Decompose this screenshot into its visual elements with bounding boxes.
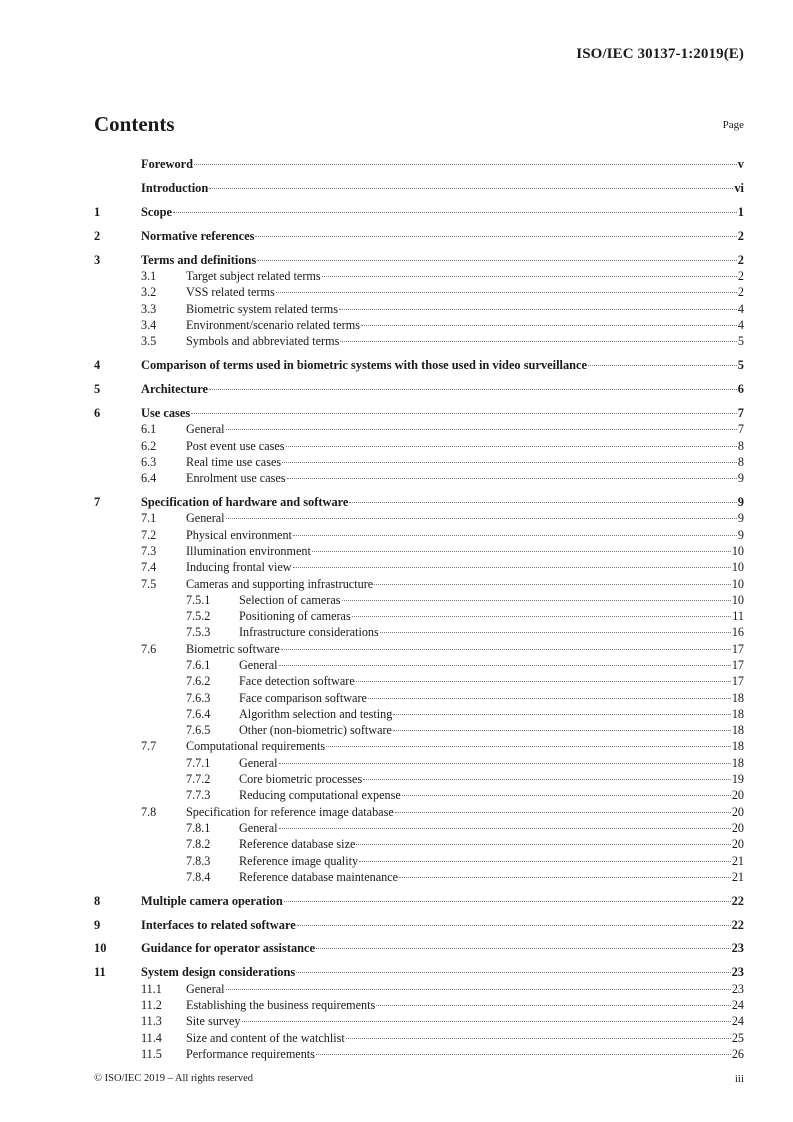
toc-entry-label: Algorithm selection and testing <box>239 706 393 721</box>
toc-entry-number: 4 <box>94 358 101 373</box>
toc-entry[interactable] <box>94 317 744 333</box>
dot-leader <box>293 567 731 568</box>
dot-leader <box>322 276 737 277</box>
toc-entry-label: General <box>239 658 278 672</box>
toc-entry-label: Use cases <box>141 405 191 420</box>
toc-entry-label: Specification of hardware and software <box>141 494 349 509</box>
toc-entry-page: 18 <box>731 755 744 770</box>
toc-entry-number: 7.6.2 <box>186 674 211 689</box>
dot-leader <box>376 1005 731 1006</box>
toc-entry-page: 4 <box>737 301 744 316</box>
toc-entry-label: Introduction <box>141 180 209 195</box>
toc-entry-label: Core biometric processes <box>239 772 363 787</box>
toc-entry-label: Specification for reference image database <box>186 804 394 819</box>
toc-entry-page: 26 <box>731 1046 744 1061</box>
toc-entry[interactable] <box>94 673 744 689</box>
toc-entry-page: 19 <box>731 772 744 787</box>
toc-entry-page: 8 <box>737 438 744 453</box>
toc-entry-label: Symbols and abbreviated terms <box>186 334 340 349</box>
toc-entry-label: Terms and definitions <box>141 252 257 267</box>
toc-entry-label: Normative references <box>141 228 255 243</box>
toc-entry[interactable] <box>94 981 744 997</box>
toc-entry-label: Environment/scenario related terms <box>186 317 360 332</box>
toc-entry-number: 7.8.4 <box>186 869 211 884</box>
toc-entry-number: 3.4 <box>141 317 157 332</box>
toc-entry-label: General <box>239 755 278 770</box>
toc-entry-page: 23 <box>731 965 744 980</box>
toc-entry-label: Positioning of cameras <box>239 609 351 624</box>
dot-leader <box>363 779 731 780</box>
toc-entry[interactable] <box>94 559 744 575</box>
dot-leader <box>588 365 737 366</box>
dot-leader <box>191 413 737 414</box>
toc-entry[interactable] <box>94 284 744 300</box>
toc-entry[interactable] <box>94 527 744 543</box>
toc-entry[interactable] <box>94 738 744 754</box>
dot-leader <box>361 325 737 326</box>
document-id: ISO/IEC 30137-1:2019(E) <box>576 46 744 62</box>
toc-entry[interactable] <box>94 964 744 980</box>
toc-entry-label: Biometric system related terms <box>186 301 338 316</box>
dot-leader <box>279 828 731 829</box>
toc-entry-label: Scope <box>141 204 172 219</box>
toc-entry-page: 21 <box>731 869 744 884</box>
toc-entry[interactable] <box>94 252 744 268</box>
toc-entry-page: 17 <box>731 658 744 672</box>
toc-entry-label: Biometric software <box>186 641 280 656</box>
toc-entry-page: 20 <box>731 804 744 819</box>
toc-entry[interactable] <box>94 722 744 738</box>
toc-entry[interactable] <box>94 268 744 284</box>
dot-leader <box>356 681 731 682</box>
dot-leader <box>226 518 737 519</box>
toc-entry-page: 16 <box>731 625 744 640</box>
toc-entry-page: 22 <box>731 917 744 932</box>
page-title: Contents <box>94 112 175 136</box>
toc-entry-number: 7.6.4 <box>186 706 211 721</box>
toc-entry-number: 2 <box>94 228 101 243</box>
toc-entry[interactable] <box>94 543 744 559</box>
toc-entry-label: Face detection software <box>239 674 355 689</box>
toc-entry-number: 7.2 <box>141 527 157 542</box>
dot-leader <box>281 649 731 650</box>
dot-leader <box>356 844 730 845</box>
toc-entry-page: 2 <box>737 285 744 300</box>
dot-leader <box>242 1021 731 1022</box>
dot-leader <box>316 948 731 949</box>
toc-entry-number: 7.6.1 <box>186 658 211 672</box>
toc-entry-label: Other (non-biometric) software <box>239 723 392 738</box>
toc-entry[interactable] <box>94 836 744 852</box>
dot-leader <box>342 600 731 601</box>
toc-entry[interactable] <box>94 1013 744 1029</box>
toc-entry-label: Enrolment use cases <box>186 471 286 486</box>
toc-entry-label: Physical environment <box>186 527 292 542</box>
toc-entry[interactable] <box>94 657 744 673</box>
copyright-footer: © ISO/IEC 2019 – All rights reserved <box>94 1073 254 1084</box>
toc-entry-page: 10 <box>731 576 744 591</box>
page-number: iii <box>734 1073 744 1085</box>
toc-entry-label: Architecture <box>141 381 208 396</box>
toc-entry[interactable] <box>94 180 744 196</box>
dot-leader <box>340 341 737 342</box>
toc-entry-number: 5 <box>94 381 101 396</box>
toc-entry[interactable] <box>94 405 744 421</box>
toc-entry-label: Performance requirements <box>186 1046 315 1061</box>
toc-entry-label: VSS related terms <box>186 285 275 300</box>
toc-entry[interactable] <box>94 690 744 706</box>
toc-entry[interactable] <box>94 494 744 510</box>
toc-entry-label: Interfaces to related software <box>141 917 296 932</box>
toc-entry-number: 11.2 <box>141 998 162 1013</box>
toc-entry[interactable] <box>94 608 744 624</box>
toc-entry-label: Establishing the business requirements <box>186 998 376 1013</box>
dot-leader <box>349 502 736 503</box>
dot-leader <box>399 877 731 878</box>
toc-entry[interactable] <box>94 869 744 885</box>
toc-entry-number: 7.8.2 <box>186 837 211 852</box>
toc-entry-label: Size and content of the watchlist <box>186 1030 345 1045</box>
toc-entry[interactable] <box>94 301 744 317</box>
toc-entry-label: Selection of cameras <box>239 592 341 607</box>
toc-entry-label: Reference image quality <box>239 853 359 868</box>
toc-entry-number: 7.5.2 <box>186 609 211 624</box>
toc-entry-page: 9 <box>737 494 744 509</box>
dot-leader <box>316 1054 731 1055</box>
dot-leader <box>276 292 737 293</box>
toc-entry-page: 9 <box>737 471 744 486</box>
toc-entry-page: 25 <box>731 1030 744 1045</box>
dot-leader <box>293 535 737 536</box>
toc-entry-page: 2 <box>737 228 744 243</box>
toc-entry-label: Site survey <box>186 1014 241 1029</box>
dot-leader <box>359 861 731 862</box>
toc-entry-label: Multiple camera operation <box>141 893 283 908</box>
toc-entry-page: 9 <box>737 511 744 526</box>
dot-leader <box>255 236 736 237</box>
toc-entry[interactable] <box>94 940 744 956</box>
toc-entry[interactable] <box>94 917 744 933</box>
toc-entry-page: 2 <box>737 252 744 267</box>
toc-entry-number: 8 <box>94 893 101 908</box>
toc-entry[interactable] <box>94 787 744 803</box>
toc-entry-page: vi <box>734 180 744 195</box>
toc-entry-number: 7.4 <box>141 560 157 575</box>
toc-entry[interactable] <box>94 820 744 836</box>
dot-leader <box>286 446 737 447</box>
dot-leader <box>284 901 731 902</box>
toc-entry-label: Face comparison software <box>239 690 367 705</box>
toc-entry-label: Illumination environment <box>186 543 311 558</box>
toc-entry-number: 7.3 <box>141 543 157 558</box>
toc-entry[interactable] <box>94 893 744 909</box>
toc-entry-number: 3.1 <box>141 269 157 284</box>
table-of-contents <box>94 156 744 1062</box>
toc-entry-label: Reference database maintenance <box>239 869 399 884</box>
toc-entry-page: 23 <box>731 941 744 956</box>
dot-leader <box>287 478 737 479</box>
toc-entry-number: 6.2 <box>141 438 157 453</box>
toc-entry-number: 11.5 <box>141 1046 162 1061</box>
dot-leader <box>326 746 731 747</box>
dot-leader <box>312 551 731 552</box>
toc-entry-number: 7.5.1 <box>186 592 211 607</box>
toc-entry[interactable] <box>94 706 744 722</box>
toc-entry-number: 10 <box>94 941 107 956</box>
toc-entry-number: 7.8.1 <box>186 820 211 835</box>
toc-entry-number: 11.1 <box>141 981 162 996</box>
toc-entry-page: 10 <box>731 543 744 558</box>
toc-entry-number: 7.7 <box>141 739 157 754</box>
dot-leader <box>393 730 731 731</box>
toc-entry-number: 11.3 <box>141 1014 162 1029</box>
toc-entry-number: 7.5 <box>141 576 157 591</box>
dot-leader <box>209 188 733 189</box>
toc-entry-page: 22 <box>731 893 744 908</box>
toc-entry-page: 5 <box>737 358 744 373</box>
toc-entry-number: 3 <box>94 252 101 267</box>
toc-entry-page: 20 <box>731 837 744 852</box>
toc-entry-page: 1 <box>737 204 744 219</box>
toc-entry-label: Target subject related terms <box>186 269 321 284</box>
toc-entry-number: 6.4 <box>141 471 157 486</box>
toc-entry-label: General <box>186 981 225 996</box>
dot-leader <box>346 1038 731 1039</box>
dot-leader <box>374 584 731 585</box>
toc-entry-label: Reducing computational expense <box>239 788 401 803</box>
toc-entry-page: 18 <box>731 706 744 721</box>
toc-entry-number: 11.4 <box>141 1030 162 1045</box>
toc-entry-number: 1 <box>94 204 101 219</box>
toc-entry-page: 20 <box>731 820 744 835</box>
dot-leader <box>279 665 731 666</box>
toc-entry-number: 7.6.3 <box>186 690 211 705</box>
toc-entry[interactable] <box>94 576 744 592</box>
toc-entry[interactable] <box>94 204 744 220</box>
toc-entry[interactable] <box>94 156 744 172</box>
toc-entry-label: General <box>239 820 278 835</box>
toc-entry-page: 7 <box>737 405 744 420</box>
toc-entry[interactable] <box>94 641 744 657</box>
toc-entry-page: 5 <box>737 334 744 349</box>
toc-entry-label: System design considerations <box>141 965 296 980</box>
toc-entry-label: Infrastructure considerations <box>239 625 379 640</box>
toc-entry-label: Guidance for operator assistance <box>141 941 316 956</box>
dot-leader <box>226 429 737 430</box>
toc-entry[interactable] <box>94 510 744 526</box>
toc-entry[interactable] <box>94 853 744 869</box>
toc-entry-page: 11 <box>732 609 744 624</box>
toc-entry-label: Reference database size <box>239 837 356 852</box>
toc-entry-number: 3.2 <box>141 285 157 300</box>
toc-entry[interactable] <box>94 470 744 486</box>
toc-entry-number: 7.6.5 <box>186 723 211 738</box>
toc-entry-number: 3.3 <box>141 301 157 316</box>
dot-leader <box>279 763 731 764</box>
toc-entry-label: Inducing frontal view <box>186 560 292 575</box>
toc-entry-page: 9 <box>737 527 744 542</box>
page-column-label: Page <box>722 119 744 131</box>
toc-entry-page: 4 <box>737 317 744 332</box>
toc-entry-number: 7.5.3 <box>186 625 211 640</box>
toc-entry-number: 7 <box>94 494 101 509</box>
toc-entry-number: 11 <box>94 965 106 980</box>
toc-entry-label: Comparison of terms used in biometric systems with those used in video surveillance <box>141 358 588 373</box>
toc-entry[interactable] <box>94 592 744 608</box>
toc-entry-label: Cameras and supporting infrastructure <box>186 576 374 591</box>
toc-entry[interactable] <box>94 357 744 373</box>
dot-leader <box>395 812 731 813</box>
dot-leader <box>257 260 737 261</box>
toc-entry-page: 2 <box>737 269 744 284</box>
toc-entry-number: 6 <box>94 405 101 420</box>
toc-entry-page: 18 <box>731 723 744 738</box>
toc-entry-page: 24 <box>731 1014 744 1029</box>
toc-entry[interactable] <box>94 228 744 244</box>
toc-entry-label: Post event use cases <box>186 438 285 453</box>
toc-entry-label: Computational requirements <box>186 739 326 754</box>
toc-entry-number: 7.6 <box>141 641 157 656</box>
toc-entry-page: 17 <box>731 674 744 689</box>
dot-leader <box>393 714 730 715</box>
toc-entry-number: 7.7.1 <box>186 755 211 770</box>
dot-leader <box>352 616 732 617</box>
toc-entry[interactable] <box>94 804 744 820</box>
dot-leader <box>297 925 731 926</box>
toc-entry[interactable] <box>94 997 744 1013</box>
toc-entry-page: 8 <box>737 454 744 469</box>
toc-entry[interactable] <box>94 421 744 437</box>
toc-entry-number: 7.8 <box>141 804 157 819</box>
dot-leader <box>194 164 737 165</box>
toc-entry-page: 10 <box>731 592 744 607</box>
toc-entry-number: 6.3 <box>141 454 157 469</box>
toc-entry-label: General <box>186 422 225 437</box>
toc-entry-number: 7.8.3 <box>186 853 211 868</box>
toc-entry[interactable] <box>94 333 744 349</box>
toc-entry-number: 9 <box>94 917 101 932</box>
dot-leader <box>339 309 737 310</box>
toc-entry-page: 21 <box>731 853 744 868</box>
dot-leader <box>402 795 731 796</box>
dot-leader <box>296 972 730 973</box>
toc-entry-number: 7.1 <box>141 511 157 526</box>
dot-leader <box>380 632 731 633</box>
toc-entry-number: 7.7.2 <box>186 772 211 787</box>
toc-entry[interactable] <box>94 438 744 454</box>
toc-entry-label: Foreword <box>141 157 194 171</box>
toc-entry-label: General <box>186 511 225 526</box>
dot-leader <box>209 389 737 390</box>
toc-entry[interactable] <box>94 454 744 470</box>
toc-entry-page: 18 <box>731 690 744 705</box>
toc-entry-number: 7.7.3 <box>186 788 211 803</box>
dot-leader <box>282 462 737 463</box>
toc-entry[interactable] <box>94 755 744 771</box>
toc-entry-label: Real time use cases <box>186 454 282 469</box>
dot-leader <box>226 989 731 990</box>
toc-entry-page: v <box>737 157 744 171</box>
toc-entry[interactable] <box>94 381 744 397</box>
toc-entry-number: 6.1 <box>141 422 157 437</box>
toc-entry-number: 3.5 <box>141 334 157 349</box>
toc-entry[interactable] <box>94 1030 744 1046</box>
toc-entry[interactable] <box>94 624 744 640</box>
toc-entry-page: 10 <box>731 560 744 575</box>
toc-entry-page: 7 <box>737 422 744 437</box>
toc-entry-page: 17 <box>731 641 744 656</box>
toc-entry[interactable] <box>94 1046 744 1062</box>
toc-entry-page: 20 <box>731 788 744 803</box>
toc-entry-page: 23 <box>731 981 744 996</box>
toc-entry-page: 18 <box>731 739 744 754</box>
dot-leader <box>173 212 737 213</box>
toc-entry-page: 6 <box>737 381 744 396</box>
dot-leader <box>368 698 731 699</box>
toc-entry[interactable] <box>94 771 744 787</box>
toc-entry-page: 24 <box>731 998 744 1013</box>
